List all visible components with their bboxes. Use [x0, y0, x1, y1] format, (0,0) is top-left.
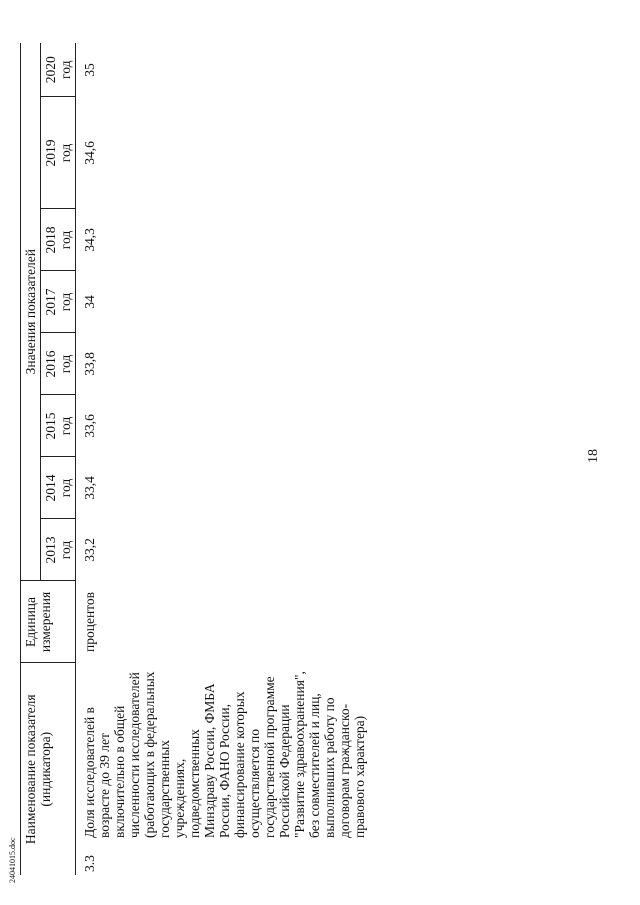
year-header-2013: 2013 год — [41, 519, 76, 581]
page-number: 18 — [586, 449, 601, 463]
indicator-name: Доля исследователей в возрасте до 39 лет включительно в общей численности исследователей (работающих в федеральных государственных учреждениях, подведомственных Минздраву России, ФМБА России, ФАНО России, финансирование которых осуществляется по государственной программе Российской Федерации "Развитие здравоохранения", без совместителей и лиц, выполнивших работу по договорам гражданско-правового характера) — [82, 671, 367, 838]
year-header-2015: 2015 год — [41, 395, 76, 457]
value-2018: 34,3 — [82, 228, 97, 252]
value-2016: 33,8 — [82, 352, 97, 376]
unit-column-header: Единица измерения — [21, 581, 76, 663]
value-2014: 33,4 — [82, 476, 97, 500]
year-header-2019: 2019 год — [41, 97, 76, 209]
year-header-2018: 2018 год — [41, 209, 76, 271]
year-header-2017: 2017 год — [41, 271, 76, 333]
name-column-header: Наименование показателя (индикатора) — [21, 663, 76, 875]
year-header-2014: 2014 год — [41, 457, 76, 519]
table-row — [76, 43, 369, 875]
value-2019: 34,6 — [82, 141, 97, 165]
row-number: 3.3 — [82, 855, 97, 872]
value-2013: 33,2 — [82, 538, 97, 562]
value-2017: 34 — [82, 295, 97, 309]
value-2020: 35 — [82, 63, 97, 77]
values-header: Значения показателей — [21, 43, 41, 581]
year-header-2016: 2016 год — [41, 333, 76, 395]
footer-filename: 24041015.doc — [8, 837, 17, 883]
value-2015: 33,6 — [82, 414, 97, 438]
header-row-top — [21, 43, 41, 875]
year-header-2020: 2020 год — [43, 56, 73, 84]
unit-value: процентов — [82, 591, 97, 652]
indicator-table — [20, 43, 369, 875]
